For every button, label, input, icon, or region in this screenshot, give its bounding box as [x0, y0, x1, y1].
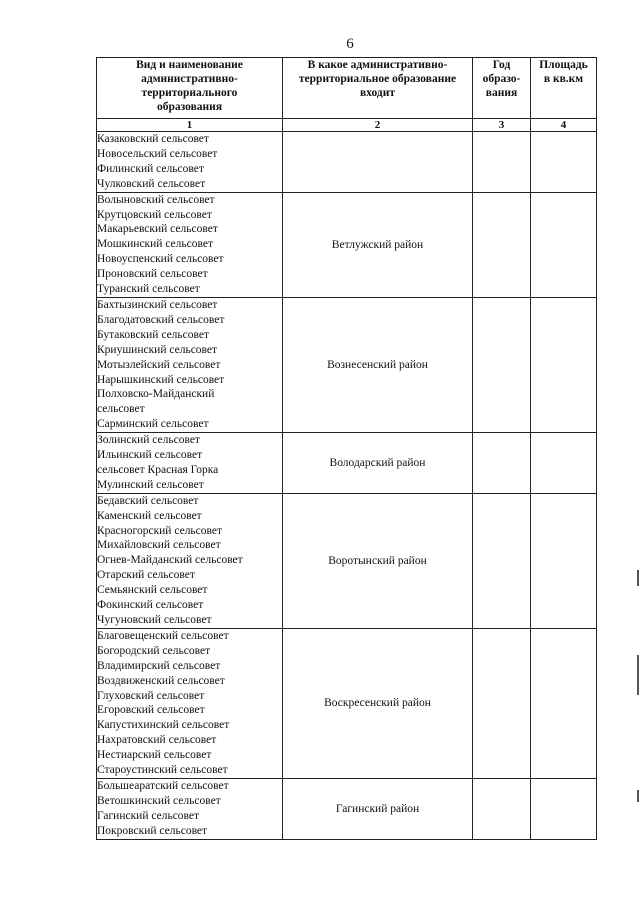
subdivision-name: Капустихинский сельсовет	[97, 719, 230, 732]
subdivision-name: Нахратовский сельсовет	[97, 734, 217, 747]
header-name-col: Вид и наименование административно- территориального образования	[97, 58, 283, 119]
subdivision-list	[97, 132, 283, 193]
district-name	[283, 132, 473, 193]
subdivision-name: Крутцовский сельсовет	[97, 208, 212, 221]
area-cell	[531, 297, 597, 432]
area-cell	[531, 493, 597, 628]
page-number: 6	[346, 36, 354, 52]
subdivision-name: Мулинский сельсовет	[97, 478, 204, 491]
table-row	[97, 297, 597, 432]
subdivision-name: сельсовет Красная Горка	[97, 463, 219, 476]
subdivision-name: Нарышкинский сельсовет	[97, 373, 225, 386]
subdivision-name: Криушинский сельсовет	[97, 343, 218, 356]
subdivision-list	[97, 433, 283, 494]
header-parent-col: В какое административно- территориальное образование входит	[283, 58, 473, 119]
subdivision-name: Глуховский сельсовет	[97, 689, 205, 702]
subdivision-name: Волыновский сельсовет	[97, 193, 215, 206]
subdivision-name: Мошкинский сельсовет	[97, 238, 213, 251]
district-name: Воротынский район	[283, 493, 473, 628]
subdivision-name: Казаковский сельсовет	[97, 133, 209, 145]
territory-table	[96, 57, 597, 840]
district-name: Гагинский район	[283, 778, 473, 839]
header-row	[97, 58, 597, 119]
subdivision-list	[97, 628, 283, 778]
column-number: 2	[283, 119, 473, 132]
subdivision-name: Староустинский сельсовет	[97, 764, 228, 777]
subdivision-name: Золинский сельсовет	[97, 434, 200, 447]
subdivision-name: сельсовет	[97, 403, 145, 416]
subdivision-list	[97, 297, 283, 432]
subdivision-name: Мотызлейский сельсовет	[97, 358, 221, 371]
year-cell	[473, 433, 531, 494]
subdivision-list	[97, 778, 283, 839]
area-cell	[531, 628, 597, 778]
subdivision-name: Гагинский сельсовет	[97, 809, 200, 822]
subdivision-name: Бахтызинский сельсовет	[97, 298, 218, 311]
table-row	[97, 778, 597, 839]
subdivision-name: Туранский сельсовет	[97, 283, 200, 296]
subdivision-name: Новосельский сельсовет	[97, 147, 218, 160]
year-cell	[473, 192, 531, 297]
subdivision-name: Ильинский сельсовет	[97, 449, 203, 462]
subdivision-name: Нестиарский сельсовет	[97, 749, 212, 762]
scan-edge-mark	[637, 655, 639, 695]
column-number: 1	[97, 119, 283, 132]
subdivision-list	[97, 192, 283, 297]
district-name: Ветлужский район	[283, 192, 473, 297]
area-cell	[531, 433, 597, 494]
subdivision-name: Бутаковский сельсовет	[97, 328, 210, 341]
subdivision-name: Отарский сельсовет	[97, 569, 195, 582]
subdivision-name: Фокинский сельсовет	[97, 599, 204, 612]
year-cell	[473, 297, 531, 432]
column-number-row	[97, 119, 597, 132]
district-name: Вознесенский район	[283, 297, 473, 432]
subdivision-name: Богородский сельсовет	[97, 644, 211, 657]
subdivision-name: Новоуспенский сельсовет	[97, 253, 224, 266]
subdivision-name: Егоровский сельсовет	[97, 704, 205, 717]
subdivision-name: Чугуновский сельсовет	[97, 614, 212, 626]
district-name: Воскресенский район	[283, 628, 473, 778]
column-number: 4	[531, 119, 597, 132]
subdivision-name: Покровский сельсовет	[97, 824, 208, 837]
subdivision-name: Каменский сельсовет	[97, 509, 202, 522]
table-row	[97, 493, 597, 628]
subdivision-name: Огнев-Майданский сельсовет	[97, 554, 243, 567]
subdivision-name: Большеаратский сельсовет	[97, 779, 229, 792]
subdivision-name: Проновский сельсовет	[97, 268, 208, 281]
table-body	[97, 132, 597, 840]
subdivision-list	[97, 493, 283, 628]
subdivision-name: Семьянский сельсовет	[97, 584, 208, 597]
table-row	[97, 132, 597, 193]
subdivision-name: Благодатовский сельсовет	[97, 313, 225, 326]
area-cell	[531, 192, 597, 297]
subdivision-name: Сарминский сельсовет	[97, 418, 209, 431]
year-cell	[473, 493, 531, 628]
year-cell	[473, 132, 531, 193]
subdivision-name: Полховско-Майданский	[97, 388, 215, 401]
subdivision-name: Красногорский сельсовет	[97, 524, 223, 537]
header-year-col: Год образо- вания	[473, 58, 531, 119]
scan-edge-mark	[637, 790, 639, 802]
subdivision-name: Макарьевский сельсовет	[97, 223, 218, 236]
area-cell	[531, 778, 597, 839]
year-cell	[473, 628, 531, 778]
header-area-col: Площадь в кв.км	[531, 58, 597, 119]
district-name: Володарский район	[283, 433, 473, 494]
subdivision-name: Владимирский сельсовет	[97, 659, 221, 672]
table-row	[97, 192, 597, 297]
subdivision-name: Благовещенский сельсовет	[97, 629, 229, 642]
subdivision-name: Чулковский сельсовет	[97, 177, 206, 190]
table-row	[97, 628, 597, 778]
subdivision-name: Филинский сельсовет	[97, 162, 204, 175]
subdivision-name: Бедавский сельсовет	[97, 494, 199, 507]
year-cell	[473, 778, 531, 839]
subdivision-name: Ветошкинский сельсовет	[97, 794, 221, 807]
scan-edge-mark	[637, 570, 639, 586]
table-row	[97, 433, 597, 494]
subdivision-name: Михайловский сельсовет	[97, 539, 221, 552]
area-cell	[531, 132, 597, 193]
subdivision-name: Воздвиженский сельсовет	[97, 674, 225, 687]
column-number: 3	[473, 119, 531, 132]
